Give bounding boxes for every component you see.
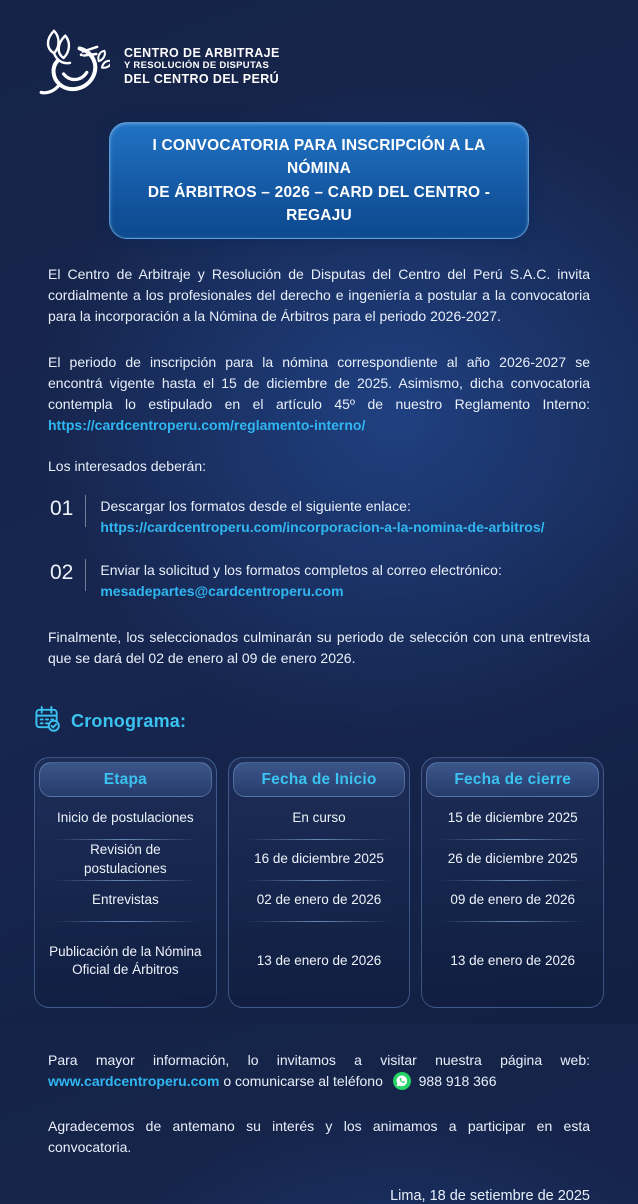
table-cell: 26 de diciembre 2025 [432,839,593,880]
step-item-2 [48,559,590,602]
thanks-paragraph: Agradecemos de antemano su interés y los animamos a participar en esta convocatoria. [48,1118,590,1155]
inscription-paragraph [48,352,590,436]
logo-line1: CENTRO DE ARBITRAJE [124,45,280,60]
column-etapa [34,757,217,1008]
column-header-fecha-inicio: Fecha de Inicio [233,762,406,797]
column-fecha-cierre [421,757,604,1008]
closing-paragraph: Finalmente, los seleccionados culminarán su periodo de selección con una entrevista que se dará del 02 de enero al 09 de enero 2026. [48,629,590,666]
phone-number: 988 918 366 [418,1073,497,1089]
hummingbird-logo-icon [30,26,110,106]
step-description-2: Enviar la solicitud y los formatos completos al correo electrónico: [100,562,502,578]
logo-line2: Y RESOLUCIÓN DE DISPUTAS [124,60,270,72]
step-number-1: 01 [48,495,86,527]
column-header-etapa: Etapa [39,762,212,797]
table-cell: 09 de enero de 2026 [432,880,593,921]
title-banner [109,122,529,239]
website-link[interactable]: www.cardcentroperu.com [48,1073,220,1089]
calendar-check-icon [34,705,61,737]
column-body-fecha-cierre [426,797,599,1001]
step-text-2 [100,559,502,602]
table-cell: Revisión de postulaciones [45,839,206,880]
inscription-text: El periodo de inscripción para la nómina correspondiente al año 2026-2027 se encontrá vigente hasta el 15 de diciembre de 2025. Asimismo, dicha convocatoria contempla lo estipulado en el artículo 45º de nuestro Reglamento Interno: [48,354,590,412]
column-header-fecha-cierre: Fecha de cierre [426,762,599,797]
table-cell: 02 de enero de 2026 [239,880,400,921]
table-cell: 16 de diciembre 2025 [239,839,400,880]
body-content [0,264,638,669]
table-cell: Entrevistas [45,880,206,921]
cronograma-table [34,757,604,1008]
table-cell: En curso [292,810,346,826]
table-cell: Publicación de la Nómina Oficial de Árbitros [45,921,206,1001]
whatsapp-icon [393,1072,411,1096]
title-line1: I CONVOCATORIA PARA INSCRIPCIÓN A LA NÓMINA [152,137,486,178]
mesa-de-partes-email-link[interactable]: mesadepartes@cardcentroperu.com [100,583,344,599]
step-text-1 [100,495,544,538]
column-body-etapa [39,797,212,1001]
table-cell: 15 de diciembre 2025 [447,810,578,826]
step-item-1 [48,495,590,538]
logo-wordmark [124,46,280,87]
cronograma-heading [34,705,638,737]
cronograma-title: Cronograma: [71,710,187,731]
step-description-1: Descargar los formatos desde el siguiente enlace: [100,498,411,514]
formats-download-link[interactable]: https://cardcentroperu.com/incorporacion-a-la-nomina-de-arbitros/ [100,519,545,535]
contact-text2: o comunicarse al teléfono [223,1073,383,1089]
title-line2: DE ÁRBITROS – 2026 – CARD DEL CENTRO - REGAJU [147,183,491,224]
contact-paragraph [48,1050,590,1096]
footer-content [0,1050,638,1158]
interested-label: Los interesados deberán: [48,458,206,474]
column-fecha-inicio [228,757,411,1008]
reglamento-interno-link[interactable]: https://cardcentroperu.com/reglamento-interno/ [48,417,366,433]
table-cell: 13 de enero de 2026 [432,921,593,1001]
column-body-fecha-inicio [233,797,406,1001]
intro-paragraph: El Centro de Arbitraje y Resolución de Disputas del Centro del Perú S.A.C. invita cordialmente a los profesionales del derecho e ingeniería a postular a la convocatoria para la incorporación a la Nómina de Árbitros para el periodo 2026-2027. [48,266,590,324]
logo-line3: DEL CENTRO DEL PERÚ [124,71,280,86]
table-cell: 13 de enero de 2026 [239,921,400,1001]
date-line: Lima, 18 de setiembre de 2025 [390,1188,590,1204]
contact-text: Para mayor información, lo invitamos a visitar nuestra página web: [48,1052,590,1068]
table-cell: Inicio de postulaciones [57,810,194,826]
logo-block [0,0,638,106]
step-number-2: 02 [48,559,86,591]
